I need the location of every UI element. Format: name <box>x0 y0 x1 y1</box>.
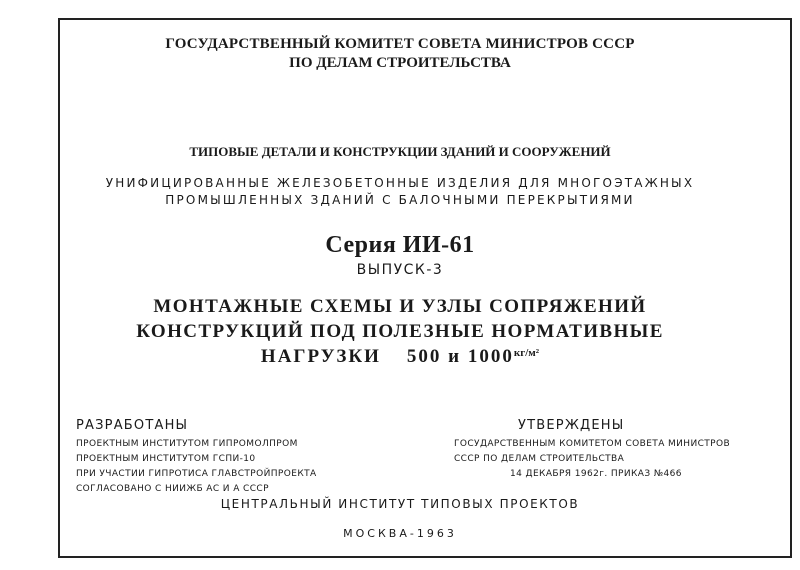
approval-order-line: 14 ДЕКАБРЯ 1962г. ПРИКАЗ №466 <box>510 469 682 479</box>
catalog-title: ТИПОВЫЕ ДЕТАЛИ И КОНСТРУКЦИИ ЗДАНИЙ И СООРУЖЕНИЙ <box>189 144 611 159</box>
load-unit: кг/м² <box>513 347 540 359</box>
developed-by-block <box>76 418 317 497</box>
developed-line: ПРОЕКТНЫМ ИНСТИТУТОМ ГСПИ-10 <box>76 454 256 464</box>
developed-line: ПРИ УЧАСТИИ ГИПРОТИСА ГЛАВСТРОЙПРОЕКТА <box>76 469 317 479</box>
approved-line: ГОСУДАРСТВЕННЫМ КОМИТЕТОМ СОВЕТА МИНИСТРОВ <box>454 439 731 449</box>
series-title: Серия ИИ-61 <box>325 232 475 258</box>
developed-heading: РАЗРАБОТАНЫ <box>76 418 189 433</box>
publisher-institute: ЦЕНТРАЛЬНЫЙ ИНСТИТУТ ТИПОВЫХ ПРОЕКТОВ <box>220 497 580 511</box>
description-line-2: ПРОМЫШЛЕННЫХ ЗДАНИЙ С БАЛОЧНЫМИ ПЕРЕКРЫТИЯМИ <box>165 193 635 207</box>
developed-line: СОГЛАСОВАНО С НИИЖБ АС И А СССР <box>76 484 269 494</box>
developed-line: ПРОЕКТНЫМ ИНСТИТУТОМ ГИПРОМОЛПРОМ <box>76 439 298 449</box>
approved-by-block <box>454 418 730 482</box>
main-title-line-3 <box>0 346 800 368</box>
main-title-line-1: МОНТАЖНЫЕ СХЕМЫ И УЗЛЫ СОПРЯЖЕНИЙ <box>153 296 647 317</box>
description-line-1: УНИФИЦИРОВАННЫЕ ЖЕЛЕЗОБЕТОННЫЕ ИЗДЕЛИЯ ДЛЯ МНОГОЭТАЖНЫХ <box>105 176 695 190</box>
organization-line-2: ПО ДЕЛАМ СТРОИТЕЛЬСТВА <box>289 55 511 71</box>
approved-line: СССР ПО ДЕЛАМ СТРОИТЕЛЬСТВА <box>454 454 625 464</box>
main-title-load-values: 500 и 1000 <box>406 346 514 367</box>
approved-heading: УТВЕРЖДЕНЫ <box>518 418 625 433</box>
organization-line-1: ГОСУДАРСТВЕННЫЙ КОМИТЕТ СОВЕТА МИНИСТРОВ СССР <box>165 36 635 52</box>
main-title-line-2: КОНСТРУКЦИЙ ПОД ПОЛЕЗНЫЕ НОРМАТИВНЫЕ <box>136 321 664 342</box>
main-title-loads-word: НАГРУЗКИ <box>260 346 381 367</box>
city-and-year: МОСКВА-1963 <box>343 527 457 540</box>
issue-number: ВЫПУСК-3 <box>356 262 444 278</box>
